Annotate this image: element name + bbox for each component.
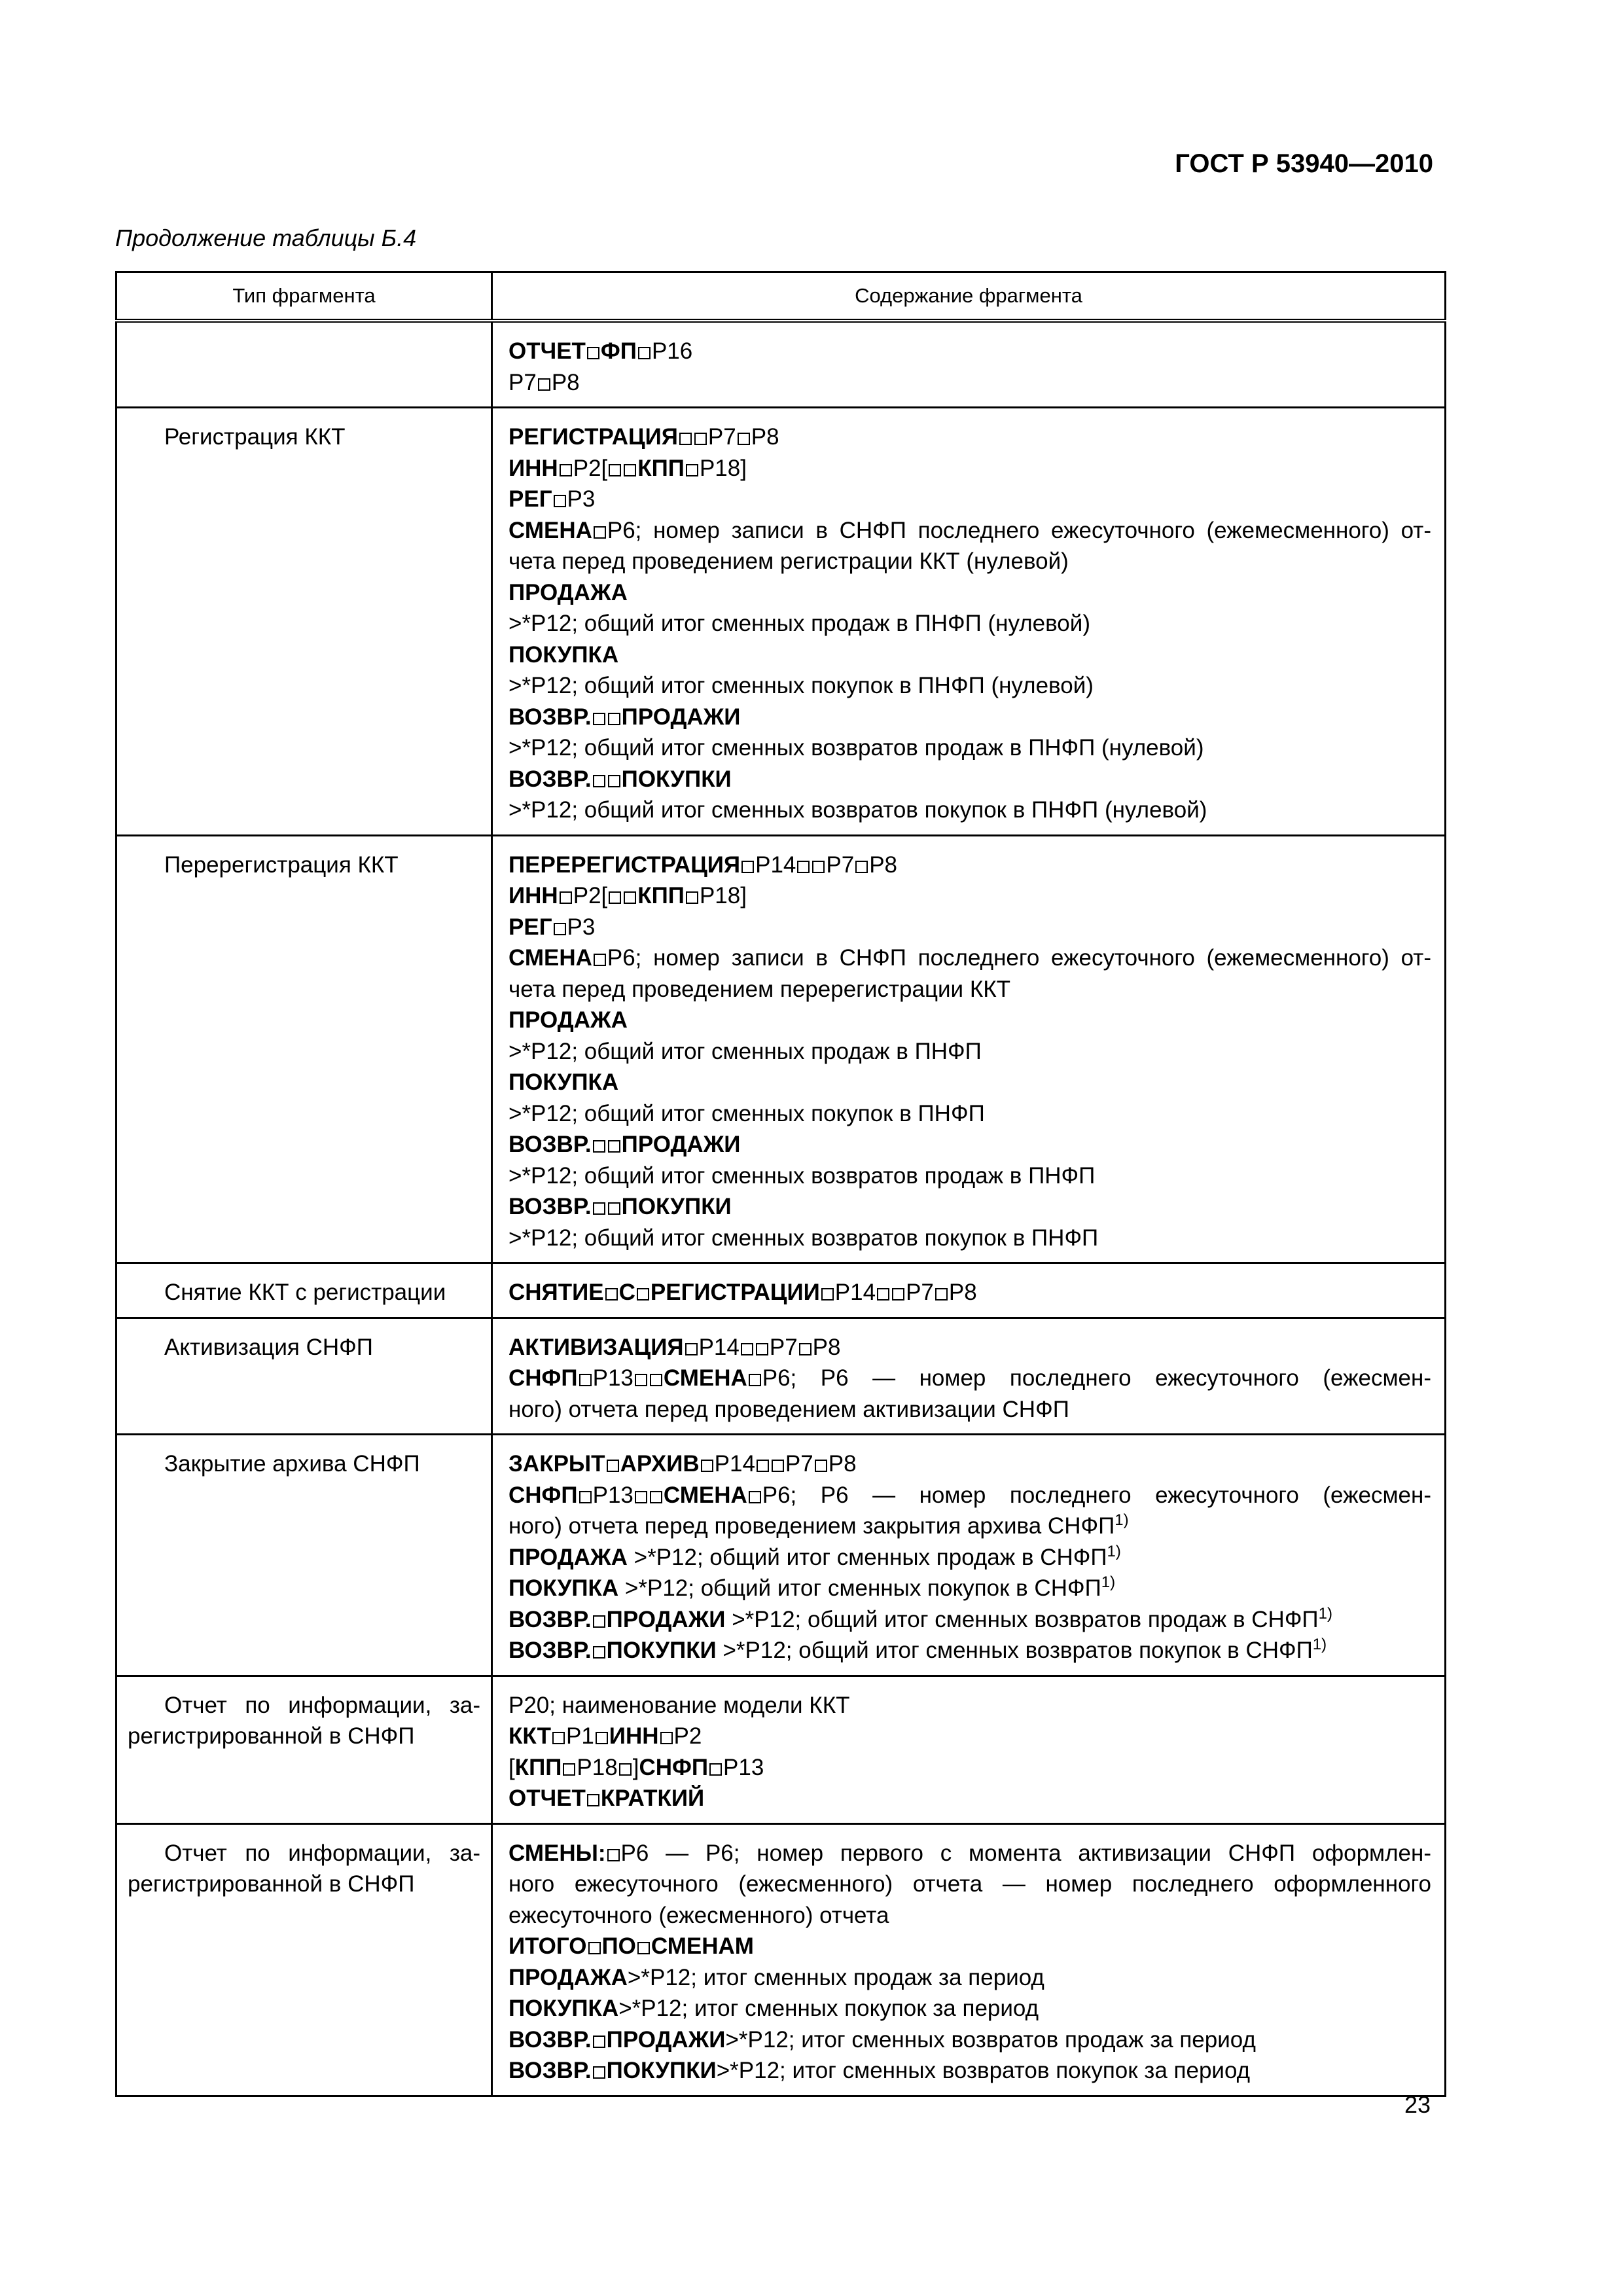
space-marker-icon [635, 1491, 647, 1503]
space-marker-icon [608, 713, 620, 725]
keyword-text: ПОКУПКИ [621, 766, 732, 792]
content-line [508, 702, 1431, 733]
keyword-text: СНФП [508, 1365, 578, 1391]
table-row [116, 1823, 1446, 2096]
space-marker-icon [624, 464, 636, 476]
space-marker-icon [821, 1288, 834, 1300]
fragment-type-text: Активизация СНФП [164, 1334, 373, 1360]
keyword-text: ВОЗВР. [508, 1638, 592, 1663]
table-row [116, 1263, 1446, 1318]
description-text: >*Р12; общий итог сменных покупок в ПНФП (нулевой) [508, 673, 1094, 698]
keyword-text: СМЕНАМ [651, 1933, 754, 1959]
table-row [116, 835, 1446, 1263]
description-text: Р14 [714, 1451, 755, 1477]
fragment-type-cell [116, 1823, 492, 2096]
description-text: Р6; Р6 — номер последнего ежесуточного (ежесмен- [762, 1365, 1431, 1391]
space-marker-icon [563, 1763, 575, 1776]
space-marker-icon [554, 495, 566, 507]
space-marker-icon [588, 1942, 601, 1954]
content-line [508, 1363, 1431, 1394]
content-line [508, 764, 1431, 795]
space-marker-icon [650, 1491, 662, 1503]
space-marker-icon [593, 1615, 605, 1628]
space-marker-icon [624, 891, 636, 904]
footnote-marker: 1) [1318, 1604, 1332, 1623]
space-marker-icon [797, 861, 810, 873]
space-marker-icon [679, 433, 692, 445]
keyword-text: ВОЗВР. [508, 2058, 592, 2083]
fragment-table [115, 271, 1446, 2097]
content-line [508, 1900, 1431, 1931]
footnote-marker: 1) [1115, 1511, 1129, 1529]
keyword-text: ПОКУПКА [508, 641, 619, 668]
description-text: Р14 [834, 1280, 876, 1305]
space-marker-icon [594, 526, 606, 539]
content-line [508, 670, 1431, 702]
space-marker-icon [608, 1140, 620, 1153]
space-marker-icon [855, 861, 868, 873]
content-line [508, 367, 1431, 399]
content-line [508, 546, 1431, 577]
space-marker-icon [593, 2066, 605, 2079]
table-row [116, 321, 1446, 408]
content-line [508, 484, 1431, 515]
fragment-type-text: Отчет по информации, за- [164, 1692, 480, 1718]
content-line [508, 453, 1431, 484]
description-text: >*Р12; общий итог сменных возвратов покупок в ПНФП (нулевой) [508, 797, 1207, 823]
space-marker-icon [607, 1460, 619, 1472]
keyword-text: ПОКУПКА [508, 1996, 619, 2021]
table-body [116, 321, 1446, 2096]
page-number: 23 [1404, 2091, 1431, 2118]
keyword-text: РЕГ [508, 486, 552, 512]
description-text: [ [508, 1754, 515, 1780]
keyword-text: ВОЗВР. [508, 766, 592, 792]
footnote-marker: 1) [1312, 1636, 1327, 1653]
content-line [508, 1783, 1431, 1814]
description-text: Р6; Р6 — номер последнего ежесуточного (ежесмен- [762, 1482, 1431, 1508]
space-marker-icon [709, 1763, 722, 1776]
content-line [508, 1690, 1431, 1721]
description-text: чета перед проведением перерегистрации ККТ [508, 976, 1010, 1002]
space-marker-icon [686, 891, 698, 904]
description-text: Р13 [723, 1754, 764, 1780]
content-line [508, 850, 1431, 881]
table-row [116, 1435, 1446, 1676]
keyword-text: СМЕНА [508, 945, 592, 971]
space-marker-icon [812, 861, 825, 873]
keyword-text: СМЕНА [508, 517, 592, 543]
space-marker-icon [815, 1460, 827, 1472]
space-marker-icon [579, 1374, 592, 1386]
content-line [508, 732, 1431, 764]
keyword-text: ВОЗВР. [508, 1194, 592, 1219]
description-text: Р8 [812, 1334, 841, 1360]
fragment-type-text: регистрированной в СНФП [128, 1723, 415, 1749]
fragment-content-cell [492, 1823, 1446, 2096]
space-marker-icon [608, 775, 620, 787]
content-line [508, 942, 1431, 974]
fragment-type-text: Регистрация ККТ [164, 424, 346, 450]
description-text: >*Р12; общий итог сменных покупок в ПНФП [508, 1100, 985, 1126]
keyword-text: ПЕРЕРЕГИСТРАЦИЯ [508, 852, 741, 878]
description-text: Р3 [567, 914, 596, 940]
content-line [508, 974, 1431, 1005]
description-text: >*Р12; общий итог сменных продаж в СНФП [627, 1544, 1107, 1570]
space-marker-icon [935, 1288, 948, 1300]
content-line [508, 1067, 1431, 1098]
content-line [508, 1160, 1431, 1192]
keyword-text: ПРОДАЖИ [606, 1606, 726, 1632]
fragment-type-text: Закрытие архива СНФП [164, 1451, 420, 1477]
content-line [508, 1005, 1431, 1036]
keyword-text: РЕГ [508, 914, 552, 940]
keyword-text: ВОЗВР. [508, 1606, 592, 1632]
space-marker-icon [741, 861, 754, 873]
description-text: >*Р12; итог сменных возвратов покупок за период [716, 2058, 1251, 2083]
description-text: Р1 [565, 1723, 594, 1749]
content-line [508, 1635, 1431, 1666]
table-row [116, 408, 1446, 836]
fragment-content-cell [492, 321, 1446, 408]
description-text: >*Р12; общий итог сменных покупок в СНФП [618, 1575, 1101, 1601]
keyword-text: КПП [514, 1754, 562, 1780]
description-text: Р13 [592, 1365, 633, 1391]
space-marker-icon [538, 378, 550, 391]
content-line [508, 1721, 1431, 1752]
content-line [508, 795, 1431, 826]
description-text: ного) отчета перед проведением активизации СНФП [508, 1396, 1069, 1422]
space-marker-icon [593, 1202, 605, 1215]
description-text: Р18] [699, 455, 747, 481]
description-text: Р13 [592, 1482, 633, 1508]
space-marker-icon [694, 433, 707, 445]
content-line [508, 912, 1431, 943]
table-caption: Продолжение таблицы Б.4 [115, 224, 417, 251]
description-text: ] [632, 1754, 639, 1780]
document-title: ГОСТ Р 53940—2010 [1175, 149, 1433, 178]
space-marker-icon [749, 1374, 761, 1386]
description-text: >*Р12; общий итог сменных возвратов продаж в СНФП [725, 1606, 1319, 1632]
space-marker-icon [772, 1460, 784, 1472]
content-line [508, 1129, 1431, 1160]
keyword-text: ПОКУПКИ [621, 1194, 732, 1219]
space-marker-icon [593, 2036, 605, 2048]
keyword-text: ИНН [508, 883, 558, 908]
description-text: Р6; номер записи в СНФП последнего ежесуточного (ежемесменного) от- [607, 517, 1431, 543]
description-text: Р20; наименование модели ККТ [508, 1692, 850, 1718]
content-line [508, 608, 1431, 639]
keyword-text: ВОЗВР. [508, 1132, 592, 1157]
space-marker-icon [605, 1288, 618, 1300]
content-line [508, 515, 1431, 547]
fragment-type-text: Перерегистрация ККТ [164, 852, 399, 878]
space-marker-icon [552, 1732, 565, 1744]
space-marker-icon [587, 347, 599, 359]
content-line [508, 1931, 1431, 1962]
space-marker-icon [554, 923, 566, 935]
space-marker-icon [892, 1288, 904, 1300]
fragment-type-text: Снятие ККТ с регистрации [164, 1280, 446, 1305]
space-marker-icon [596, 1732, 608, 1744]
description-text: Р16 [651, 338, 693, 364]
keyword-text: ПО [601, 1933, 636, 1959]
fragment-type-text: Отчет по информации, за- [164, 1840, 480, 1866]
keyword-text: КПП [637, 455, 685, 481]
space-marker-icon [593, 713, 605, 725]
keyword-text: СМЕНА [663, 1482, 747, 1508]
space-marker-icon [579, 1491, 592, 1503]
content-line [508, 1036, 1431, 1067]
column-header-content: Содержание фрагмента [492, 272, 1446, 321]
description-text: >*Р12; общий итог сменных возвратов покупок в СНФП [716, 1638, 1313, 1663]
description-text: Р3 [567, 486, 596, 512]
keyword-text: ПОКУПКА [508, 1575, 619, 1601]
description-text: >*Р12; общий итог сменных возвратов продаж в ПНФП [508, 1162, 1096, 1189]
content-line [508, 1511, 1431, 1542]
description-text: ного) отчета перед проведением закрытия архива СНФП [508, 1513, 1115, 1539]
description-text: Р7 [906, 1280, 934, 1305]
space-marker-icon [738, 433, 750, 445]
keyword-text: ПРОДАЖИ [606, 2026, 726, 2053]
content-line [508, 1869, 1431, 1900]
description-text: Р6 — Р6; номер первого с момента активизации СНФП оформлен- [620, 1840, 1431, 1866]
space-marker-icon [749, 1491, 761, 1503]
keyword-text: ПОКУПКИ [606, 2058, 717, 2083]
space-marker-icon [594, 954, 606, 966]
description-text: Р6; номер записи в СНФП последнего ежесуточного (ежемесменного) от- [607, 945, 1431, 971]
content-line [508, 1277, 1431, 1308]
description-text: Р8 [751, 424, 779, 450]
space-marker-icon [607, 1849, 620, 1861]
space-marker-icon [609, 891, 621, 904]
keyword-text: СНФП [639, 1754, 709, 1780]
fragment-type-text: регистрированной в СНФП [128, 1871, 415, 1897]
keyword-text: С [618, 1280, 635, 1305]
column-header-type: Тип фрагмента [116, 272, 492, 321]
keyword-text: ПРОДАЖА [508, 1964, 628, 1990]
keyword-text: КПП [637, 883, 685, 908]
fragment-type-cell [116, 1318, 492, 1435]
keyword-text: ПРОДАЖА [508, 579, 628, 605]
content-line [508, 1542, 1431, 1573]
description-text: Р7 [769, 1334, 798, 1360]
space-marker-icon [757, 1460, 769, 1472]
space-marker-icon [637, 1288, 649, 1300]
description-text: Р18] [699, 883, 747, 908]
content-line [508, 639, 1431, 671]
description-text: Р14 [755, 852, 796, 878]
keyword-text: СМЕНЫ: [508, 1840, 606, 1866]
description-text: >*Р12; общий итог сменных возвратов покупок в ПНФП [508, 1225, 1099, 1251]
space-marker-icon [560, 891, 572, 904]
space-marker-icon [660, 1732, 673, 1744]
footnote-marker: 1) [1101, 1573, 1116, 1591]
keyword-text: СНЯТИЕ [508, 1280, 604, 1305]
description-text: ежесуточного (ежесменного) отчета [508, 1902, 889, 1928]
fragment-content-cell [492, 1263, 1446, 1318]
keyword-text: ПРОДАЖИ [621, 704, 741, 730]
keyword-text: ОТЧЕТ [508, 338, 586, 364]
fragment-type-cell [116, 1676, 492, 1823]
keyword-text: РЕГИСТРАЦИЯ [508, 424, 678, 450]
content-line [508, 1573, 1431, 1604]
content-line [508, 1962, 1431, 1994]
description-text: чета перед проведением регистрации ККТ (нулевой) [508, 548, 1069, 574]
space-marker-icon [587, 1794, 599, 1806]
description-text: Р18 [577, 1754, 618, 1780]
keyword-text: ККТ [508, 1723, 551, 1749]
content-line [508, 1993, 1431, 2024]
keyword-text: ОТЧЕТ [508, 1785, 586, 1811]
description-text: >*Р12; общий итог сменных продаж в ПНФП (нулевой) [508, 611, 1090, 636]
description-text: Р8 [551, 369, 580, 395]
space-marker-icon [609, 464, 621, 476]
space-marker-icon [877, 1288, 889, 1300]
space-marker-icon [593, 775, 605, 787]
keyword-text: РЕГИСТРАЦИИ [650, 1280, 820, 1305]
fragment-type-cell [116, 1435, 492, 1676]
keyword-text: ПРОДАЖИ [621, 1132, 741, 1157]
fragment-type-cell [116, 321, 492, 408]
keyword-text: ФП [600, 338, 637, 364]
keyword-text: ЗАКРЫТ [508, 1451, 605, 1477]
keyword-text: ИНН [508, 455, 558, 481]
description-text: >*Р12; итог сменных продаж за период [627, 1964, 1044, 1990]
space-marker-icon [593, 1646, 605, 1659]
content-line [508, 336, 1431, 367]
fragment-type-cell [116, 408, 492, 836]
description-text: >*Р12; общий итог сменных продаж в ПНФП [508, 1038, 982, 1064]
content-line [508, 2055, 1431, 2087]
keyword-text: ПРОДАЖА [508, 1544, 628, 1570]
space-marker-icon [637, 1942, 650, 1954]
description-text: Р7 [508, 369, 537, 395]
keyword-text: АРХИВ [620, 1451, 700, 1477]
footnote-marker: 1) [1107, 1542, 1121, 1560]
content-line [508, 1098, 1431, 1130]
keyword-text: ПРОДАЖА [508, 1007, 628, 1033]
content-line [508, 2024, 1431, 2056]
fragment-type-cell [116, 1263, 492, 1318]
space-marker-icon [638, 347, 651, 359]
keyword-text: АКТИВИЗАЦИЯ [508, 1334, 684, 1360]
table-header-row [116, 272, 1446, 321]
space-marker-icon [701, 1460, 713, 1472]
keyword-text: ИНН [609, 1723, 659, 1749]
content-line [508, 1752, 1431, 1784]
space-marker-icon [560, 464, 572, 476]
content-line [508, 1223, 1431, 1254]
content-line [508, 1448, 1431, 1480]
description-text: ного ежесуточного (ежесменного) отчета — номер последнего оформленного [508, 1871, 1431, 1897]
description-text: Р2[ [573, 455, 608, 481]
space-marker-icon [608, 1202, 620, 1215]
space-marker-icon [741, 1343, 753, 1355]
fragment-type-cell [116, 835, 492, 1263]
content-line [508, 1480, 1431, 1511]
fragment-content-cell [492, 408, 1446, 836]
description-text: Р2 [673, 1723, 702, 1749]
fragment-content-cell [492, 1435, 1446, 1676]
space-marker-icon [650, 1374, 662, 1386]
content-line [508, 1838, 1431, 1869]
table-row [116, 1676, 1446, 1823]
fragment-content-cell [492, 1318, 1446, 1435]
keyword-text: ИТОГО [508, 1933, 587, 1959]
space-marker-icon [686, 464, 698, 476]
content-line [508, 1191, 1431, 1223]
description-text: Р8 [869, 852, 897, 878]
content-line [508, 1604, 1431, 1636]
description-text: Р7 [707, 424, 736, 450]
keyword-text: ВОЗВР. [508, 704, 592, 730]
fragment-content-cell [492, 1676, 1446, 1823]
space-marker-icon [593, 1140, 605, 1153]
content-line [508, 880, 1431, 912]
content-line [508, 577, 1431, 609]
description-text: Р2[ [573, 883, 608, 908]
keyword-text: СМЕНА [663, 1365, 747, 1391]
keyword-text: ПОКУПКИ [606, 1638, 717, 1663]
space-marker-icon [635, 1374, 647, 1386]
description-text: >*Р12; итог сменных возвратов продаж за период [725, 2026, 1256, 2053]
description-text: >*Р12; итог сменных покупок за период [618, 1996, 1039, 2021]
fragment-content-cell [492, 835, 1446, 1263]
description-text: Р8 [828, 1451, 857, 1477]
space-marker-icon [756, 1343, 768, 1355]
space-marker-icon [799, 1343, 812, 1355]
content-line [508, 422, 1431, 453]
table-row [116, 1318, 1446, 1435]
description-text: Р7 [826, 852, 855, 878]
keyword-text: КРАТКИЙ [600, 1785, 705, 1811]
space-marker-icon [685, 1343, 698, 1355]
description-text: Р8 [948, 1280, 977, 1305]
keyword-text: СНФП [508, 1482, 578, 1508]
description-text: >*Р12; общий итог сменных возвратов продаж в ПНФП (нулевой) [508, 735, 1204, 761]
description-text: Р14 [698, 1334, 740, 1360]
space-marker-icon [619, 1763, 632, 1776]
keyword-text: ВОЗВР. [508, 2026, 592, 2053]
content-line [508, 1332, 1431, 1363]
keyword-text: ПОКУПКА [508, 1069, 619, 1095]
content-line [508, 1394, 1431, 1426]
description-text: Р7 [785, 1451, 813, 1477]
